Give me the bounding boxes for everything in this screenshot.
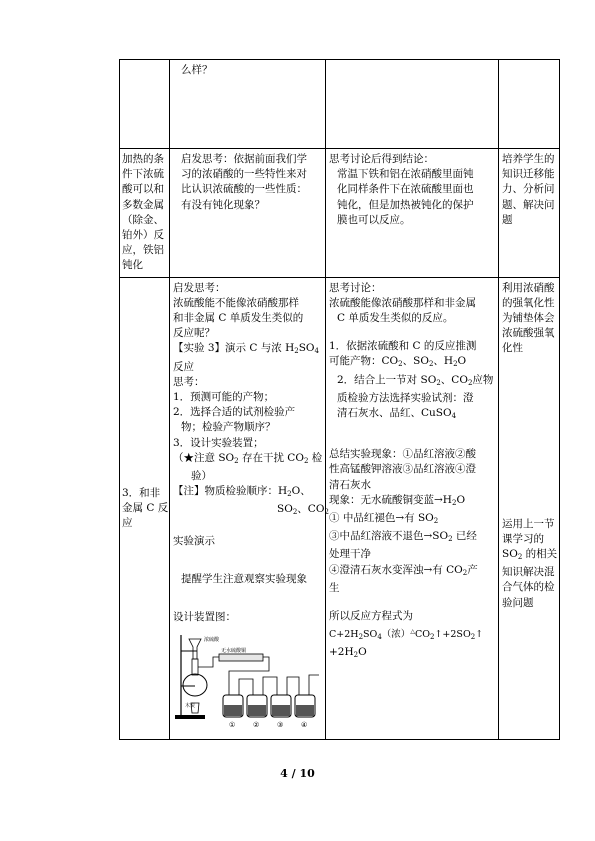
text: ① 中品红褪色→有 SO — [329, 512, 434, 525]
teacher-line: 启发思考：依据前面我们学 — [181, 153, 307, 165]
tube — [287, 677, 299, 695]
spacer — [173, 521, 322, 534]
topic-line: 应 — [122, 517, 133, 530]
teacher-line: 启发思考： — [173, 281, 226, 294]
subscript: 2 — [436, 378, 441, 387]
text: O — [456, 493, 466, 506]
student-line — [329, 354, 495, 372]
student-line: 性高锰酸钾溶液③品红溶液④澄 — [329, 463, 476, 476]
text: CO — [414, 629, 430, 641]
student-line: 思考讨论： — [329, 281, 382, 294]
lesson-table — [119, 59, 560, 740]
teacher-line: 有没有钝化现象？ — [181, 198, 265, 211]
text: 【实验 3】演示 C 与浓 H — [173, 342, 295, 355]
subscript: 4 — [377, 633, 382, 642]
intent-line: 题 — [502, 213, 513, 226]
student-cell — [326, 277, 499, 740]
topic-line: 金属 C 反 — [122, 501, 169, 514]
text: ↑+2SO — [434, 629, 471, 641]
text: （★注意 SO — [173, 451, 235, 464]
topic-line: 3．和非 — [122, 486, 161, 499]
teacher-line: 3．设计实验装置； — [173, 436, 264, 449]
student-line — [329, 563, 495, 581]
teacher-line — [173, 451, 322, 469]
teacher-cell — [170, 277, 329, 740]
topic-line: 钝化 — [122, 259, 143, 272]
intent-line: 的强氧化性 — [502, 296, 555, 309]
label-cuso4: 无水硫酸铜 — [221, 648, 247, 655]
topic-cell — [120, 277, 170, 740]
page-number: 4 / 10 — [280, 767, 315, 780]
spacer — [329, 424, 495, 447]
bottle-label: ④ — [301, 721, 308, 730]
subscript: 2 — [448, 535, 453, 544]
text: 【注】物质检验顺序：H — [173, 485, 288, 498]
subscript: 2 — [358, 633, 364, 642]
flask-neck — [192, 659, 198, 675]
student-line: 质检验方法选择实验试剂：澄 — [337, 391, 474, 404]
intent-line: 合气体的检 — [502, 581, 555, 594]
text: （浓） — [381, 629, 411, 641]
teacher-cell — [170, 149, 326, 278]
teacher-line: 比认识浓硫酸的一些性质： — [181, 183, 307, 196]
intent-cell — [499, 277, 560, 740]
intent-line: 培养学生的 — [502, 153, 555, 165]
text: 、SO — [402, 355, 429, 368]
teacher-line: 习的浓硝酸的一些特性来对 — [181, 168, 307, 181]
topic-line: 铂外）反 — [122, 229, 164, 242]
apparatus-diagram — [173, 631, 322, 736]
wash-bottle-3 — [271, 695, 291, 717]
spacer — [502, 357, 556, 517]
intent-line: 化性 — [502, 342, 523, 355]
teacher-line: 验） — [191, 470, 212, 483]
teacher-line: 实验演示 — [173, 534, 215, 547]
student-line: 钝化，但是加热被钝化的保护 — [337, 198, 474, 211]
topic-line: 件下浓硫 — [122, 168, 164, 181]
topic-line: （除金、 — [122, 213, 164, 226]
bottle-label: ③ — [277, 721, 284, 730]
intent-line: 验问题 — [502, 596, 534, 609]
intent-cell — [499, 60, 560, 149]
wash-bottle-2 — [247, 695, 267, 717]
spacer — [173, 587, 322, 610]
subscript: 2 — [453, 360, 458, 369]
student-line: C 单质发生类似的反应。 — [337, 312, 454, 325]
topic-cell — [120, 60, 170, 149]
label-acid: 浓硫酸 — [204, 637, 220, 644]
subscript: 2 — [430, 633, 435, 642]
subscript: 2 — [467, 378, 473, 387]
text: O — [457, 355, 467, 368]
equation-line — [329, 645, 495, 663]
topic-cell — [120, 149, 170, 278]
teacher-line: 和非金属 C 单质发生类似的 — [173, 312, 304, 325]
text: ↑ — [475, 629, 484, 641]
flask — [183, 674, 207, 696]
spacer — [329, 326, 495, 339]
spacer — [173, 549, 322, 572]
subscript: 2 — [294, 347, 299, 356]
student-line: 所以反应方程式为 — [329, 610, 413, 623]
text: 现象：无水硫酸铜变蓝→H — [329, 493, 452, 506]
intent-line: 利用浓硝酸 — [502, 281, 555, 294]
student-line: 常温下铁和铝在浓硝酸里面钝 — [337, 168, 474, 181]
apparatus-svg — [173, 631, 323, 731]
text: 2．结合上一节对 SO — [337, 373, 437, 386]
text: 可能产物：CO — [329, 355, 399, 368]
wash-bottle-1 — [223, 695, 243, 717]
teacher-line: 反应呢？ — [173, 327, 215, 340]
topic-line: 加热的条 — [122, 153, 164, 165]
student-line — [329, 511, 495, 529]
teacher-cell — [170, 60, 326, 149]
intent-line — [502, 547, 556, 565]
subscript: 2 — [303, 456, 309, 465]
teacher-line: 2．选择合适的试剂检验产 — [173, 406, 296, 419]
subscript: 2 — [433, 517, 439, 526]
subscript: 2 — [324, 508, 329, 517]
subscript: 4 — [314, 347, 319, 356]
teacher-line: 浓硫酸能不能像浓硝酸那样 — [173, 296, 299, 309]
teacher-line — [173, 502, 329, 520]
table-row — [120, 149, 560, 278]
topic-line: 多数金属 — [122, 198, 164, 211]
subscript: 2 — [234, 456, 239, 465]
text: 存在干扰 CO — [238, 451, 304, 464]
intent-line: 力、分析问 — [502, 183, 555, 196]
text: SO — [277, 503, 293, 516]
subscript: 2 — [517, 553, 523, 562]
student-line: 化同样条件下在浓硫酸里面也 — [337, 183, 474, 196]
intent-line: 为铺垫体会 — [502, 312, 555, 325]
drying-tube — [219, 654, 263, 661]
subscript: 2 — [292, 508, 298, 517]
bottle-label: ① — [229, 721, 236, 730]
intent-line: 题、解决问 — [502, 198, 555, 211]
student-line: 膜也可以反应。 — [337, 213, 411, 226]
subscript: 2 — [353, 651, 359, 660]
teacher-line: 提醒学生注意观察实验现象 — [181, 572, 307, 585]
student-line: 处理干净 — [329, 548, 371, 561]
text: O — [358, 646, 367, 659]
teacher-line: 1．预测可能的产物； — [173, 391, 275, 404]
student-line: 总结实验现象：①品红溶液②酸 — [329, 448, 476, 461]
table-row — [120, 277, 560, 740]
stand-base — [175, 715, 205, 719]
intent-line: 知识迁移能 — [502, 168, 555, 181]
teacher-line — [173, 341, 322, 359]
tube — [239, 679, 253, 695]
student-line: 清石灰水 — [329, 478, 371, 491]
label-carbon: 木炭 — [185, 703, 196, 710]
intent-line: 运用上一节 — [502, 517, 555, 530]
tube — [263, 677, 277, 695]
topic-line: 应，铁铝 — [122, 244, 164, 257]
subscript: 2 — [470, 633, 476, 642]
text: SO — [363, 629, 378, 641]
teacher-line — [173, 484, 322, 502]
text: 应物 — [472, 373, 494, 386]
subscript: 2 — [287, 490, 292, 499]
subscript: 2 — [462, 568, 468, 577]
intent-line: 课学习的 — [502, 532, 544, 545]
text: 、CO — [440, 373, 468, 386]
text: C+2H — [329, 629, 359, 641]
student-line: 生 — [329, 581, 340, 594]
wash-bottle-4 — [295, 695, 315, 717]
teacher-text: 么样？ — [181, 64, 213, 76]
student-cell — [326, 149, 499, 278]
student-cell — [326, 60, 499, 149]
text: O、 — [291, 485, 311, 498]
text: SO — [298, 342, 315, 355]
tube — [198, 657, 219, 667]
text: 、CO — [297, 503, 325, 516]
student-line — [329, 493, 495, 511]
equation-line — [329, 624, 495, 645]
text: ③中品红溶液不退色→SO — [329, 530, 449, 543]
text: 的相关 — [522, 548, 558, 561]
dropping-funnel — [189, 639, 201, 659]
student-line — [329, 406, 495, 424]
text: 、H — [433, 355, 454, 368]
table-row — [120, 60, 560, 149]
teacher-line: 设计装置图： — [173, 611, 236, 624]
teacher-line: 反应 — [173, 360, 194, 373]
student-line: 浓硫酸能像浓硝酸那样和非金属 — [329, 296, 476, 309]
subscript: 2 — [398, 360, 403, 369]
teacher-line: 物；检验产物顺序？ — [181, 421, 276, 434]
spacer — [329, 596, 495, 609]
heat-symbol: △ — [410, 628, 415, 636]
text: 已经 — [452, 530, 477, 543]
topic-line: 酸可以和 — [122, 183, 164, 196]
text: ④澄清石灰水变浑浊→有 CO — [329, 563, 463, 576]
subscript: 4 — [451, 412, 457, 421]
subscript: 2 — [428, 360, 434, 369]
text: 产 — [467, 563, 478, 576]
text: 检 — [308, 451, 323, 464]
subscript: 2 — [451, 498, 457, 507]
student-line: 思考讨论后得到结论： — [329, 153, 434, 165]
text: 清石灰水、品红、CuSO — [337, 407, 452, 420]
text: SO — [502, 548, 518, 561]
intent-line: 知识解决混 — [502, 566, 555, 579]
student-line — [329, 529, 495, 547]
text: +2H — [329, 646, 354, 659]
student-line: 1．依据浓硫酸和 C 的反应推测 — [329, 340, 477, 353]
bottle-label: ② — [253, 721, 260, 730]
tube — [309, 675, 319, 695]
student-line — [329, 373, 495, 391]
teacher-line: 思考： — [173, 375, 205, 388]
intent-cell — [499, 149, 560, 278]
intent-line: 浓硫酸强氧 — [502, 327, 555, 340]
